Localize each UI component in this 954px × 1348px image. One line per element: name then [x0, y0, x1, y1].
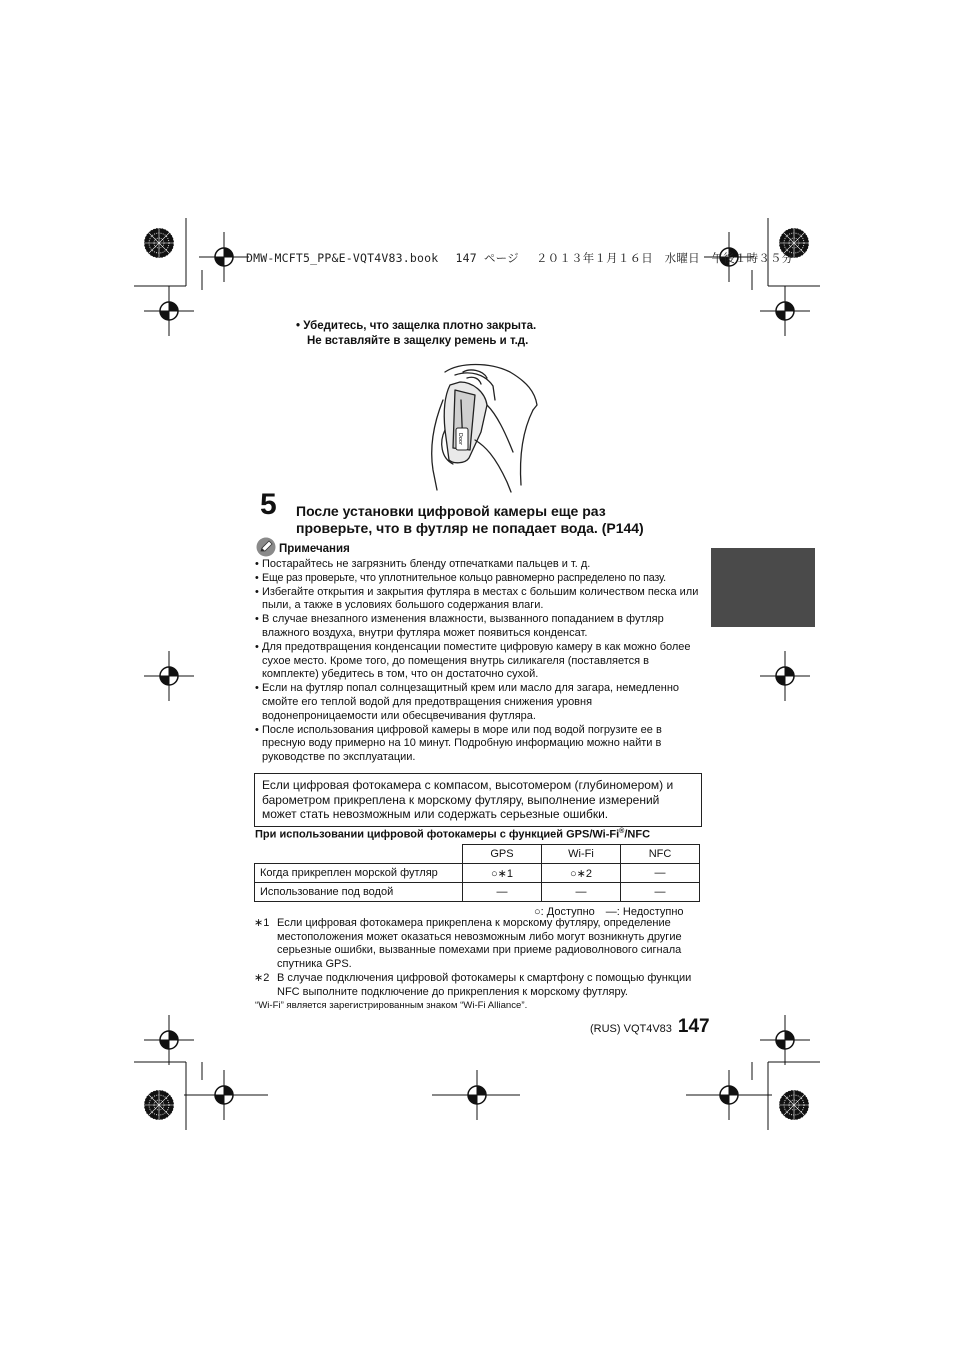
- footnote-text: Если цифровая фотокамера прикреплена к морскому футляру, определение местоположения может оказаться невозможным либо могут возникнуть другие серьезные ошибки, вызванные помехами при приеме радиоволнового сигнала спутника GPS.: [277, 917, 682, 970]
- pencil-note-icon: [256, 537, 276, 557]
- table-row: [255, 883, 700, 902]
- step-line-1: После установки цифровой камеры еще раз: [296, 503, 606, 519]
- table-title-tail: /NFC: [624, 828, 651, 841]
- notes-list: [255, 558, 703, 765]
- step-line-2: проверьте, что в футляр не попадает вода. (P144): [296, 520, 644, 536]
- table-cell: ○∗1: [463, 864, 542, 883]
- footer-code: (RUS) VQT4V83: [590, 1023, 672, 1035]
- note-item: • Еще раз проверьте, что уплотнительное кольцо равномерно распределено по пазу.: [255, 572, 703, 586]
- footnote-mark: ∗1: [254, 917, 270, 929]
- table-row: [255, 864, 700, 883]
- table-cell: —: [621, 864, 700, 883]
- door-label: Door: [457, 432, 463, 446]
- feature-availability-table: [254, 844, 700, 902]
- header-date: ２０１３年１月１６日 水曜日 午後１時３５分: [535, 251, 794, 265]
- trademark-note: “Wi-Fi” является зарегистрированным знаком “Wi-Fi Alliance”.: [255, 1000, 528, 1011]
- intro-line-2: Не вставляйте в защелку ремень и т.д.: [307, 335, 529, 347]
- column-header: NFC: [621, 845, 700, 864]
- column-header: GPS: [463, 845, 542, 864]
- note-item: • В случае внезапного изменения влажности, вызванного попаданием в футляр влажного воздуха, внутри футляра может появиться конденсат.: [255, 613, 703, 641]
- table-title: [255, 828, 650, 841]
- registered-mark: ®: [619, 828, 625, 835]
- notes-header: [256, 537, 350, 557]
- step-number: 5: [260, 488, 277, 521]
- footnote-1: [254, 917, 702, 971]
- print-header: [246, 250, 793, 266]
- table-cell: —: [621, 883, 700, 902]
- section-tab: [711, 548, 815, 627]
- note-item: • Постарайтесь не загрязнить бленду отпечатками пальцев и т. д.: [255, 558, 703, 572]
- table-header-row: [255, 845, 700, 864]
- measurement-warning-box: Если цифровая фотокамера с компасом, высотомером (глубиномером) и барометром прикреплена к морскому футляру, выполнение измерений может стать невозможным или содержать серьезные ошибки.: [254, 773, 702, 827]
- note-item: • Избегайте открытия и закрытия футляра в местах с большим количеством песка или пыли, а также в условиях большого содержания влаги.: [255, 586, 703, 614]
- note-item: • Если на футляр попал солнцезащитный крем или масло для загара, немедленно смойте его теплой водой для предотвращения снижения уровня водонепроницаемости или обесцвечивания футляра.: [255, 682, 703, 723]
- header-page-ref: 147 ページ: [455, 251, 519, 265]
- hand-housing-illustration: [415, 360, 545, 495]
- note-item: • После использования цифровой камеры в море или под водой погрузите ее в пресную воду примерно на 10 минут. Подробную информацию можно найти в руководстве по эксплуатации.: [255, 724, 703, 765]
- footnote-2: [254, 972, 702, 999]
- footnote-mark: ∗2: [254, 972, 270, 984]
- row-label: Использование под водой: [255, 883, 463, 902]
- notes-title: Примечания: [279, 543, 350, 555]
- step-instruction: [296, 503, 696, 537]
- header-filename: DMW-MCFT5_PP&E-VQT4V83.book: [246, 251, 439, 265]
- intro-line-1: Убедитесь, что защелка плотно закрыта.: [303, 320, 537, 332]
- footnote-text: В случае подключения цифровой фотокамеры к смартфону с помощью функции NFC выполните подключение до прикрепления к морскому футляру.: [277, 972, 692, 998]
- page-number: 147: [677, 1016, 710, 1037]
- table-cell: ○∗2: [542, 864, 621, 883]
- note-item: • Для предотвращения конденсации поместите цифровую камеру в как можно более сухое место. Кроме того, до помещения внутрь силикагеля (поставляется в комплекте) убедитесь в том, что он достаточно сухой.: [255, 641, 703, 682]
- table-title-text: При использовании цифровой фотокамеры с функцией GPS/Wi-Fi: [255, 828, 620, 841]
- intro-note: • Убедитесь, что защелка плотно закрыта. Не вставляйте в защелку ремень и т.д.: [296, 320, 537, 347]
- table-cell: —: [463, 883, 542, 902]
- page-footer: [590, 1016, 710, 1038]
- row-label: Когда прикреплен морской футляр: [255, 864, 463, 883]
- table-legend: ○: Доступно —: Недоступно: [534, 906, 684, 918]
- table-cell: —: [542, 883, 621, 902]
- column-header: Wi-Fi: [542, 845, 621, 864]
